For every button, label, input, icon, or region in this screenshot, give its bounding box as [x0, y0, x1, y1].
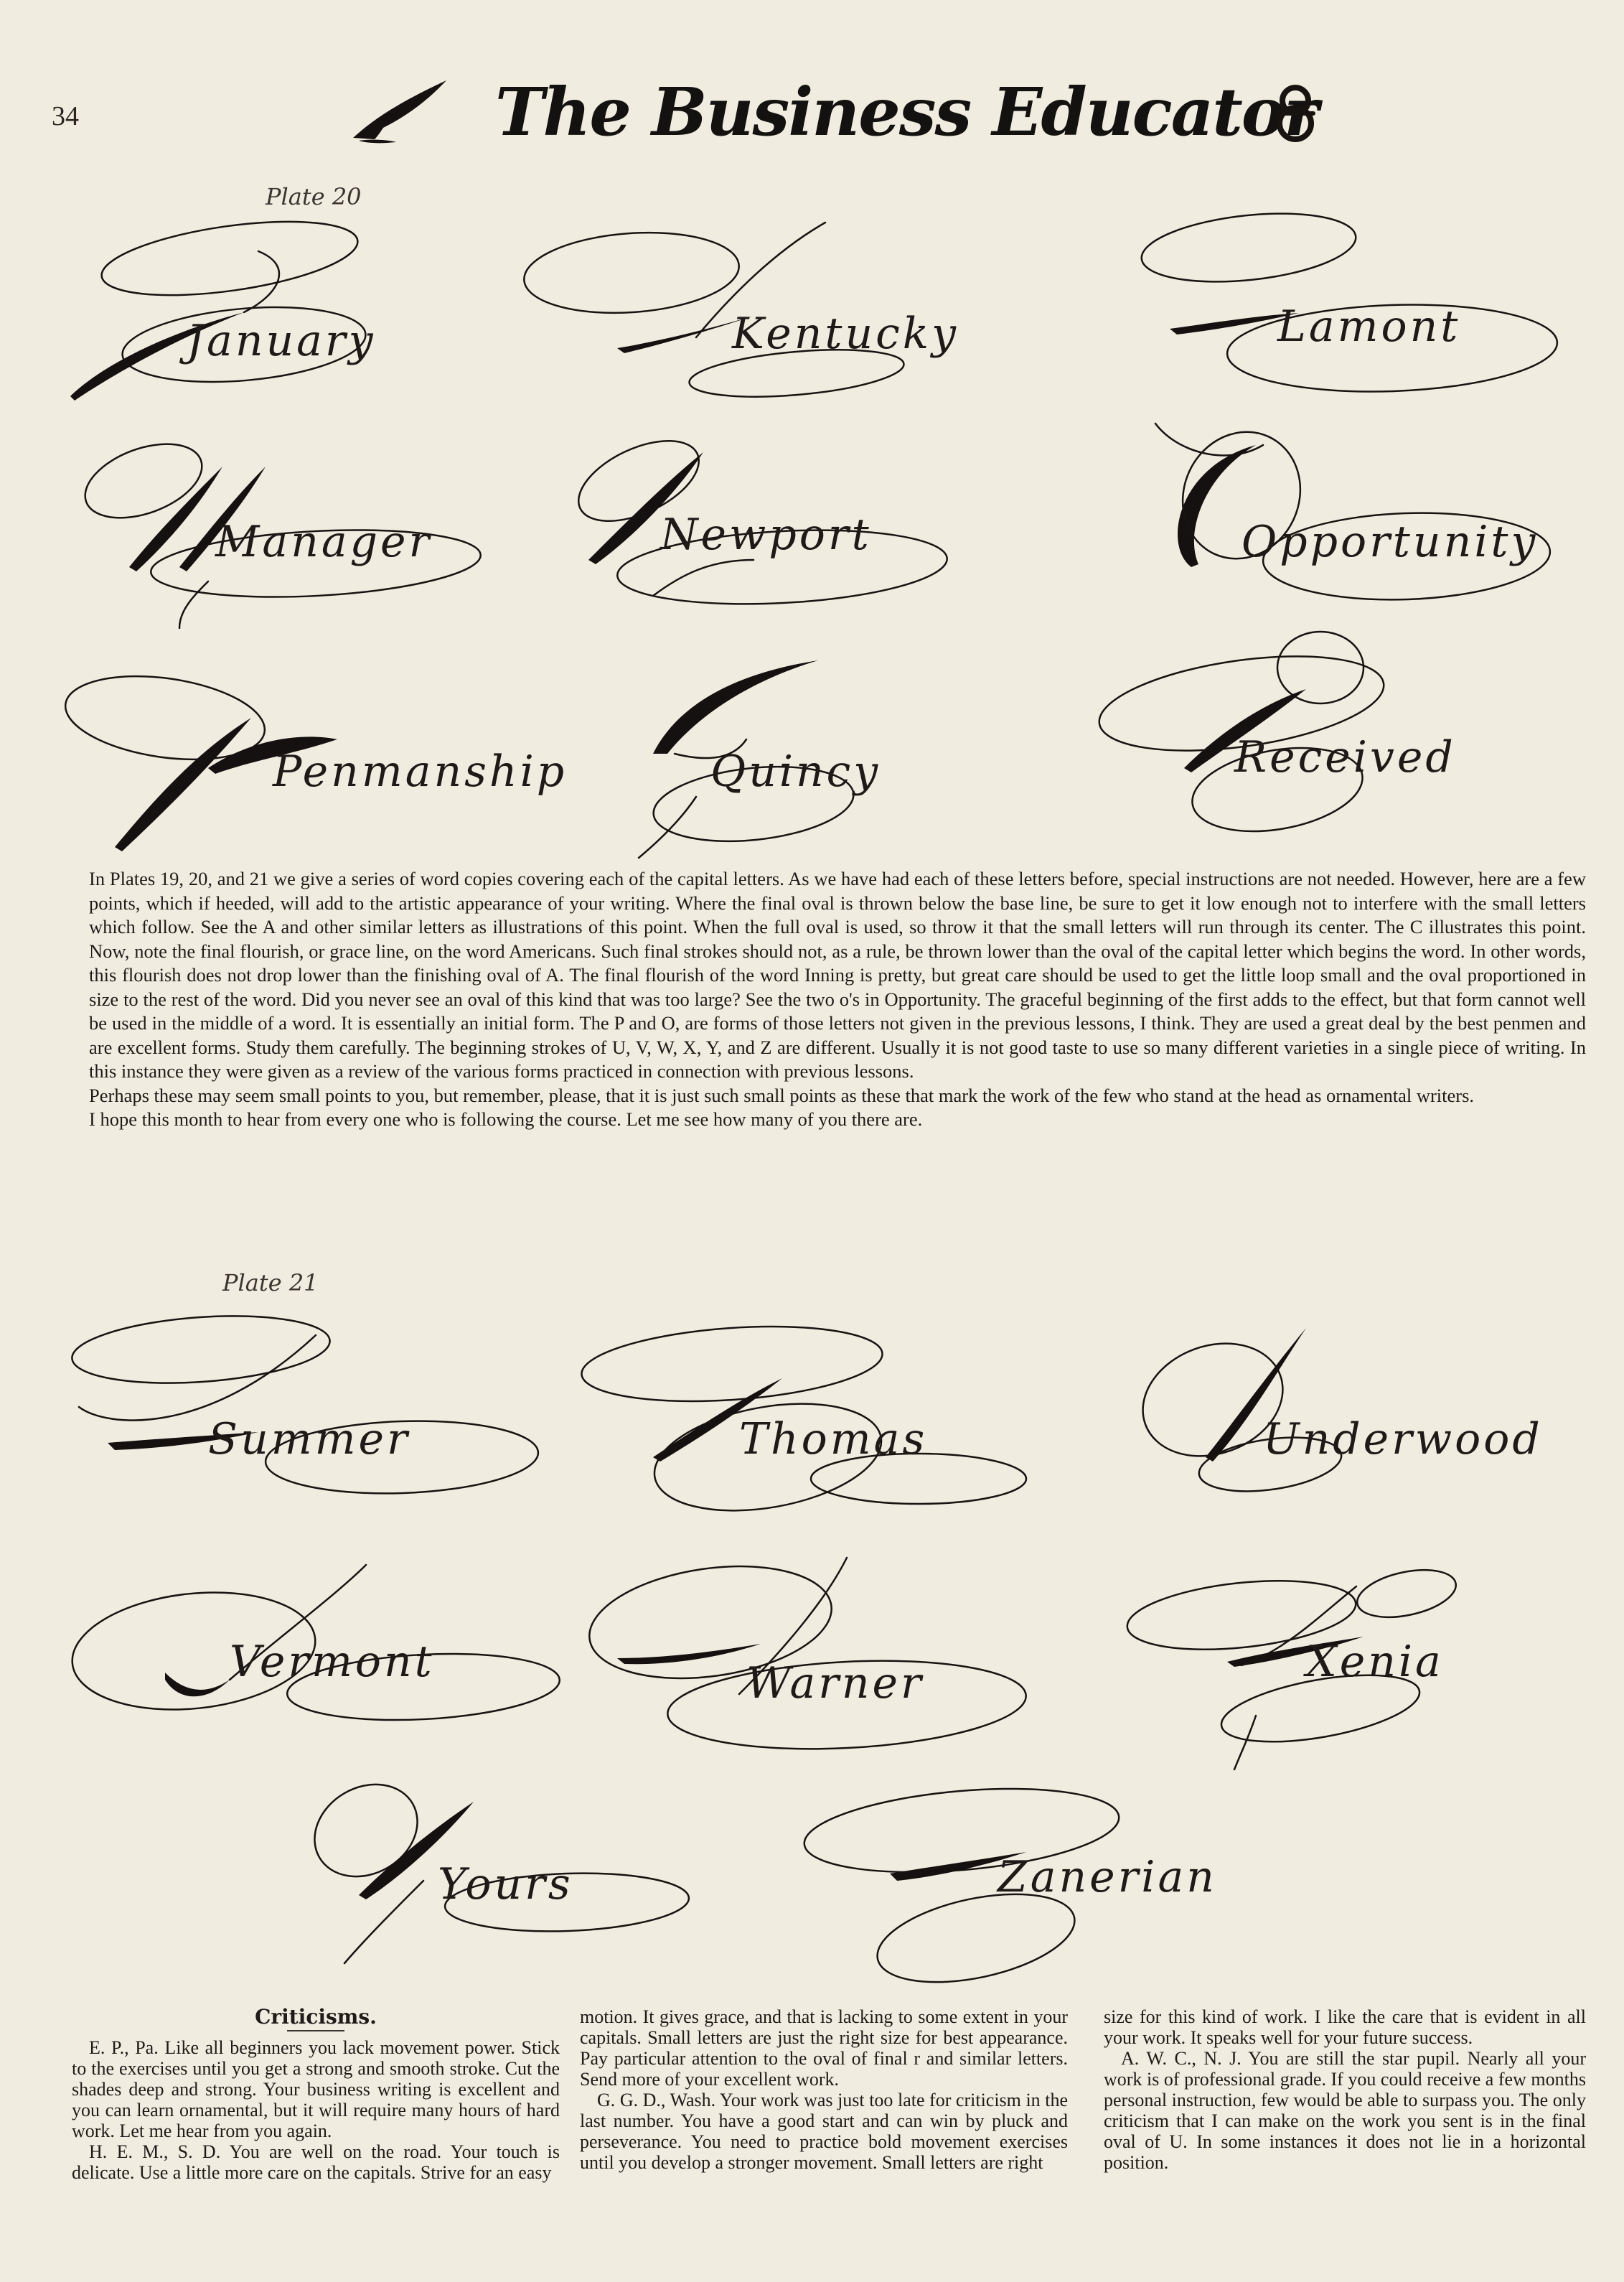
criticisms-column-3: [1104, 2006, 1586, 2173]
word-summer: Summer: [208, 1414, 410, 1464]
instructions-paragraph-1: In Plates 19, 20, and 21 we give a series of word copies covering each of the capital letters. As we have had each of these letters before, special instructions are not needed. However, here are a few points, which if heeded, will add to the artistic appearance of your writing. Where the final oval is thrown below the base line, be sure to get it low enough not to interfere with the small letters which follow. See the A and other similar letters as illustrations of this point. When the full oval is used, so throw it that the small letters will run through its center. The C illustrates this point. Now, note the final flourish, or grace line, on the word Americans. Such final strokes should not, as a rule, be thrown lower than the oval of the capital letter which begins the word. In other words, this flourish does not drop lower than the finishing oval of A. The final flourish of the word Inning is pretty, but great care should be used to get the little loop small and the oval proportioned in size to the rest of the word. Did you never see an oval of this kind that was too large? See the two o's in Opportunity. The graceful beginning of the first adds to the effect, but that form cannot well be used in the middle of a word. It is essentially an initial form. The P and O, are forms of those letters not given in the previous lessons, I think. They are used a great deal by the best penmen and are excellent forms. Study them carefully. The beginning strokes of U, V, W, X, Y, and Z are different. Usually it is not good taste to use so many different varieties in a single piece of writing. In this instance they were given as a review of the various forms practiced in connection with previous lessons.: [89, 868, 1586, 1082]
word-warner: Warner: [746, 1658, 924, 1708]
plate-20-label: Plate 20: [266, 183, 362, 210]
word-copy-yours: [309, 1773, 710, 1967]
word-copy-zanerian: [782, 1773, 1270, 1988]
word-copy-summer: [65, 1314, 553, 1507]
word-copy-lamont: [1134, 208, 1579, 416]
quill-pen-icon: [346, 75, 454, 146]
word-copy-underwood: [1134, 1314, 1579, 1522]
instructions-paragraph-2: Perhaps these may seem small points to you, but remember, please, that it is just such small points as these that mark the work of the few who stand at the head as ornamental writers.: [89, 1084, 1475, 1106]
word-received: Received: [1234, 732, 1456, 782]
masthead-title: The Business Educator: [495, 73, 1318, 151]
word-copy-opportunity: [1148, 424, 1564, 639]
criticism-entry: E. P., Pa. Like all beginners you lack movement power. Stick to the exercises until you get a strong and smooth stroke. Cut the shades deep and strong. Your business writing is excellent and you can learn ornamental, but it will require many hours of hard work. Let me hear from you again.: [72, 2037, 560, 2141]
plate-21-label: Plate 21: [222, 1269, 319, 1296]
word-copy-manager: [79, 438, 495, 632]
word-newport: Newport: [660, 510, 872, 560]
page-number: 34: [52, 101, 79, 131]
criticisms-title: Criticisms.: [255, 2005, 377, 2029]
word-copy-warner: [581, 1551, 1041, 1766]
criticism-entry: size for this kind of work. I like the care that is evident in all your work. It speaks well for your future success.: [1104, 2006, 1586, 2048]
word-kentucky: Kentucky: [732, 309, 959, 359]
instructions-text: [89, 867, 1586, 1132]
word-copy-xenia: [1120, 1565, 1579, 1773]
capital-j-flourish: [65, 208, 466, 416]
word-copy-penmanship: [65, 653, 632, 861]
word-copy-thomas: [574, 1314, 1048, 1522]
word-manager: Manager: [215, 517, 433, 567]
instructions-paragraph-3: I hope this month to hear from every one who is following the course. Let me see how many of you there are.: [89, 1108, 923, 1130]
word-january: January: [187, 316, 376, 366]
word-copy-newport: [567, 431, 969, 646]
word-yours: Yours: [438, 1859, 573, 1909]
criticisms-rule: [287, 2030, 344, 2031]
word-xenia: Xenia: [1306, 1637, 1444, 1687]
criticism-entry: H. E. M., S. D. You are well on the road. Your touch is delicate. Use a little more care on the capitals. Strive for an easy: [72, 2141, 560, 2183]
criticism-entry: G. G. D., Wash. Your work was just too late for criticism in the last number. You have a good start and can win by pluck and perseverance. You need to practice bold movement exercises until you develop a stronger movement. Small letters are right: [580, 2090, 1068, 2173]
word-copy-january: [65, 208, 466, 416]
word-copy-quincy: [632, 653, 933, 861]
capital-s-flourish: [65, 1314, 553, 1507]
word-thomas: Thomas: [739, 1414, 928, 1464]
word-opportunity: Opportunity: [1242, 517, 1539, 567]
word-underwood: Underwood: [1263, 1414, 1543, 1464]
word-vermont: Vermont: [230, 1637, 435, 1687]
ornament-icon: [1263, 79, 1328, 144]
word-zanerian: Zanerian: [998, 1852, 1217, 1902]
criticisms-column-2: [580, 2006, 1068, 2173]
word-quincy: Quincy: [710, 747, 881, 797]
criticism-entry: motion. It gives grace, and that is lacking to some extent in your capitals. Small letters are just the right size for best appearance. Pay particular attention to the oval of final r and similar letters. Send more of your excellent work.: [580, 2006, 1068, 2090]
word-copy-kentucky: [517, 208, 1005, 416]
criticisms-column-1: [72, 2006, 560, 2183]
word-copy-vermont: [65, 1551, 567, 1759]
word-penmanship: Penmanship: [273, 747, 568, 797]
word-lamont: Lamont: [1277, 301, 1461, 352]
criticism-entry: A. W. C., N. J. You are still the star pupil. Nearly all your work is of professional grade. If you could receive a few months personal instruction, few would be able to surpass you. The only criticism that I can make on the work you sent is in the final oval of U. In some instances it does not lie in a horizontal position.: [1104, 2048, 1586, 2173]
word-copy-received: [1091, 625, 1550, 854]
